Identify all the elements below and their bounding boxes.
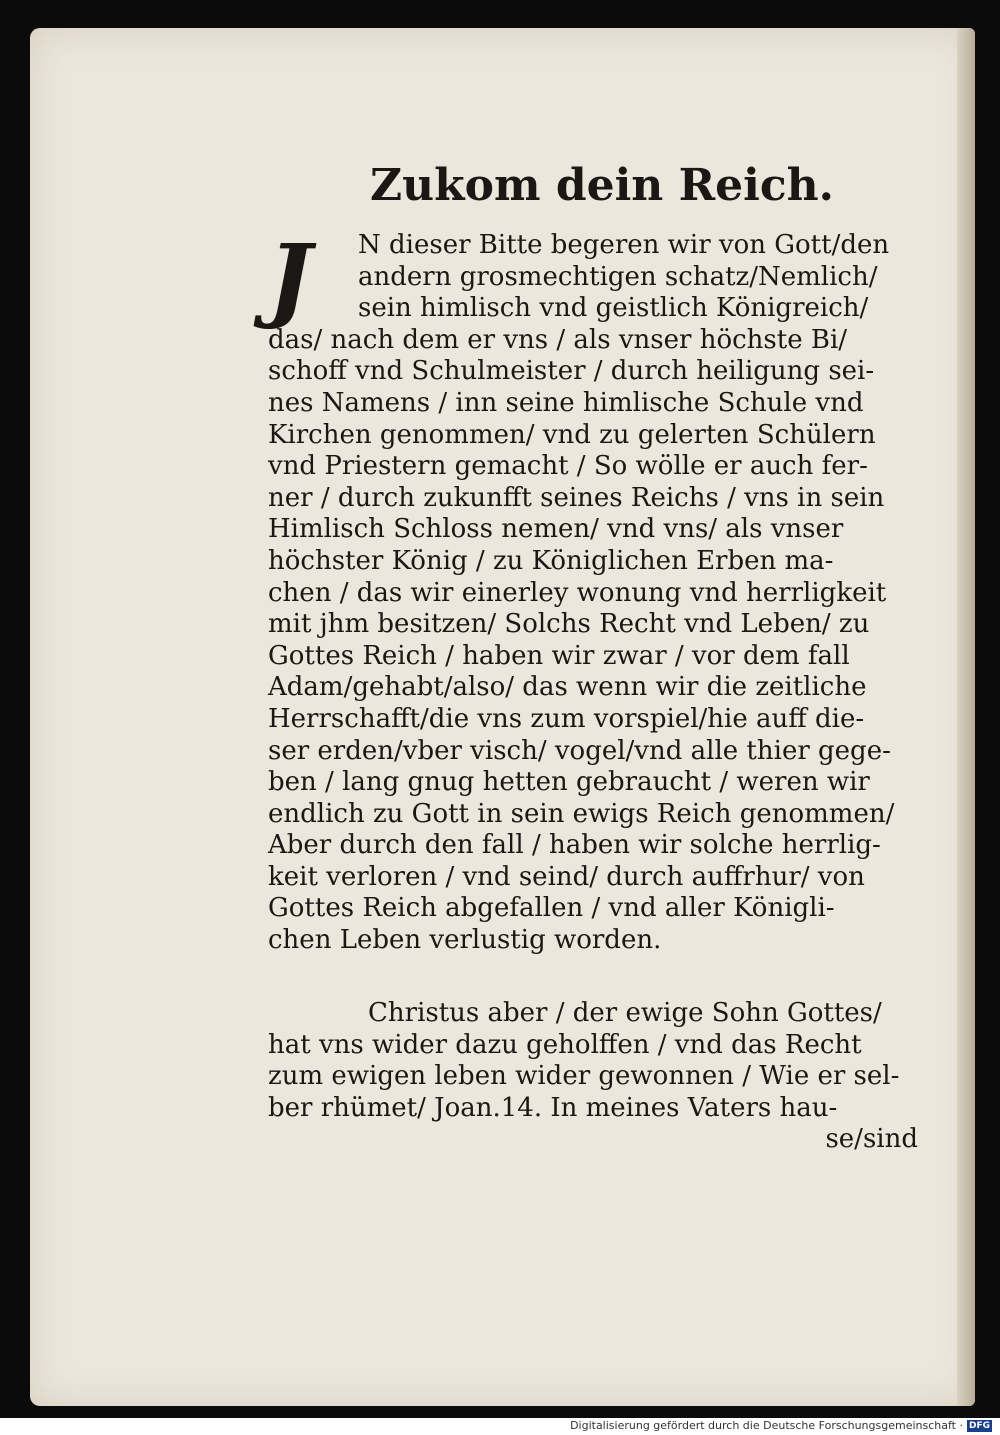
text-line: das/ nach dem er vns / als vnser höchste Bi/ [268, 324, 848, 355]
text-line: Christus aber / der ewige Sohn Gottes/ [368, 998, 882, 1028]
text-line: N dieser Bitte begeren wir von Gott/den [358, 230, 890, 260]
funding-credit [570, 1419, 992, 1433]
text-line: ner / durch zukunfft seines Reichs / vns in sein [268, 482, 885, 513]
text-line: vnd Priestern gemacht / So wölle er auch fer- [268, 451, 868, 482]
dfg-logo: DFG [968, 1421, 990, 1431]
text-line: ser erden/vber visch/ vogel/vnd alle thier gege- [268, 735, 891, 766]
text-line: hat vns wider dazu geholffen / vnd das Recht [268, 1029, 862, 1060]
paragraph-1 [268, 224, 928, 957]
text-line: zum ewigen leben wider gewonnen / Wie er sel- [268, 1061, 900, 1092]
text-line: ben / lang gnug hetten gebraucht / weren wir [268, 767, 870, 798]
text-line: keit verloren / vnd seind/ durch auffrhur/ von [268, 861, 865, 892]
text-line: chen Leben verlustig worden. [268, 925, 662, 956]
text-line: Adam/gehabt/also/ das wenn wir die zeitliche [268, 672, 867, 703]
text-line: höchster König / zu Königlichen Erben ma- [268, 545, 834, 576]
text-line: endlich zu Gott in sein ewigs Reich genommen/ [268, 798, 895, 829]
text-line: ber rhümet/ Joan.14. In meines Vaters hau- [268, 1092, 838, 1123]
decorated-initial: J [268, 224, 312, 332]
text-line: Herrschafft/die vns zum vorspiel/hie auff die- [268, 703, 865, 734]
text-line: Kirchen genommen/ vnd zu gelerten Schülern [268, 419, 876, 450]
page-edge [957, 28, 975, 1406]
credit-text: Digitalisierung gefördert durch die Deutsche Forschungsgemeinschaft · [570, 1419, 963, 1432]
page-heading: Zukom dein Reich. [370, 160, 834, 211]
text-line: Gottes Reich / haben wir zwar / vor dem fall [268, 640, 850, 671]
text-line: Himlisch Schloss nemen/ vnd vns/ als vnser [268, 514, 844, 545]
text-line: nes Namens / inn seine himlische Schule vnd [268, 387, 864, 418]
text-line: chen / das wir einerley wonung vnd herrligkeit [268, 577, 887, 608]
text-line: Gottes Reich abgefallen / vnd aller Königli- [268, 893, 835, 924]
text-line: schoff vnd Schulmeister / durch heiligung sei- [268, 356, 875, 387]
paragraph-2 [268, 998, 928, 1156]
text-line: Aber durch den fall / haben wir solche herrlig- [268, 830, 881, 861]
text-line: se/sind [825, 1124, 918, 1155]
text-line: mit jhm besitzen/ Solchs Recht vnd Leben/ zu [268, 609, 870, 640]
text-line: andern grosmechtigen schatz/Nemlich/ [358, 261, 878, 292]
text-line: sein himlisch vnd geistlich Königreich/ [358, 293, 869, 324]
